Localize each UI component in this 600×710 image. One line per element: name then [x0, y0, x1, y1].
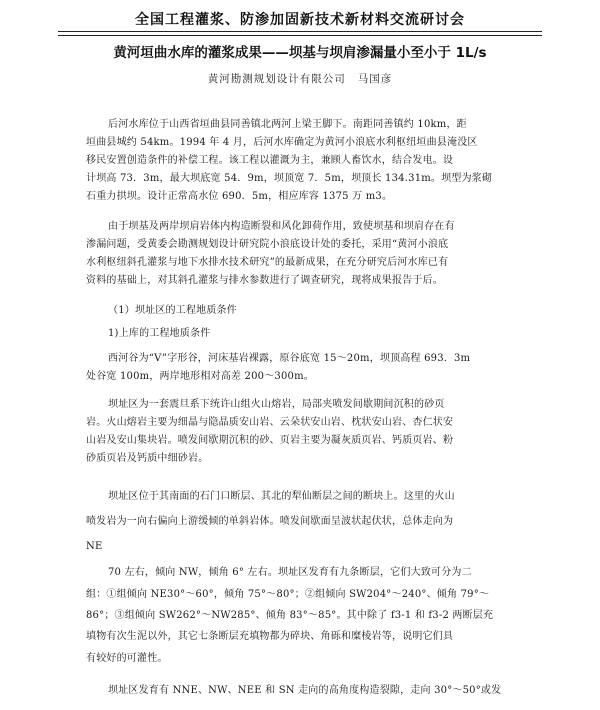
body-line: 坝址区为一套震旦系下统许山组火山熔岩，局部夹喷发间歇期间沉积的砂页 — [108, 399, 445, 410]
body-line: 由于坝基及两岸坝肩岩体内构造断裂和风化卸荷作用，致使坝基和坝肩存在有 — [108, 221, 455, 232]
body-line: NE — [86, 541, 103, 552]
body-line: 计坝高 73．3m，最大坝底宽 54．9m，坝顶宽 7．5m，坝顶长 134.31m。坝型为浆砌 — [86, 173, 493, 184]
body-line: 山岩及安山集块岩。喷发间歇期沉积的砂、页岩主要为凝灰质页岩、钙质页岩、粉 — [86, 435, 454, 446]
body-line: 西河谷为“V”字形谷，河床基岩裸露，原谷底宽 15～20m，坝顶高程 693．3m — [108, 353, 471, 364]
author-organization: 黄河勘测规划设计有限公司 — [207, 73, 346, 85]
body-line: 岩。火山熔岩主要为细晶与隐晶质安山岩、云朵状安山岩、枕状安山岩、杏仁状安 — [86, 417, 454, 428]
section-heading: （1）坝址区的工程地质条件 — [108, 305, 237, 316]
body-line: 70 左右，倾向 NW，倾角 6° 左右。坝址区发育有九条断层，它们大致可分为二 — [108, 567, 472, 578]
body-line: 水利枢纽斜孔灌浆与地下水排水技术研究”的最新成果，在充分研究后河水库已有 — [86, 257, 449, 268]
body-line: 86°；③组倾向 SW262°～NW285°、倾角 83°～85°。其中除了 f3-1 和 f3-2 两断层充 — [86, 610, 494, 621]
body-line: 垣曲县城约 54km。1994 年 4 月，后河水库确定为黄河小浪底水利枢纽垣曲县淹没区 — [86, 137, 478, 148]
body-line: 渗漏问题，受黄委会勘测规划设计研究院小浪底设计处的委托，采用“黄河小浪底 — [86, 239, 449, 250]
article-title: 黄河垣曲水库的灌浆成果——坝基与坝肩渗漏量小至小于 1L/s — [113, 45, 487, 61]
author-line — [40, 71, 560, 86]
header-rule-thin — [58, 35, 542, 36]
author-name: 马国彦 — [357, 73, 393, 85]
header-rule — [58, 31, 542, 32]
body-line: 处谷宽 100m，两岸地形相对高差 200～300m。 — [86, 371, 314, 382]
body-line: 石重力拱坝。设计正常高水位 690．5m，相应库容 1375 万 m3。 — [86, 191, 393, 202]
body-line: 坝址区发育有 NNE、NW、NEE 和 SN 走向的高角度构造裂隙，走向 30°～50°或发 — [108, 685, 502, 696]
body-line: 后河水库位于山西省垣曲县同善镇北两河上梁王脚下。南距同善镇约 10km，距 — [108, 119, 467, 130]
body-line: 砂质页岩及钙质中细砂岩。 — [86, 453, 209, 464]
body-line: 坝址区位于其南面的石门口断层、其北的犁仙断层之间的断块上。这里的火山 — [108, 491, 455, 502]
conference-header: 全国工程灌浆、防渗加固新技术新材料交流研讨会 — [135, 12, 465, 28]
body-line: 喷发岩为一向右偏向上游缓倾的单斜岩体。喷发间歇面呈波状起伏状，总体走向为 — [86, 516, 454, 527]
subsection-heading: 1)上库的工程地质条件 — [108, 328, 211, 339]
body-line: 资料的基础上，对其斜孔灌浆与排水参数进行了调查研究，现将成果报告于后。 — [86, 275, 443, 286]
body-line: 有较好的可灌性。 — [86, 653, 168, 664]
body-line: 组：①组倾向 NE30°～60°，倾角 75°～80°；②组倾向 SW204°～240°、倾角 79°～ — [86, 589, 490, 600]
body-line: 移民安置创造条件的补偿工程。该工程以灌溉为主，兼顾人畜饮水，结合发电。设 — [86, 155, 454, 166]
body-line: 填物有次生泥以外，其它七条断层充填物都为碎块、角砾和糜棱岩等，说明它们具 — [86, 631, 454, 642]
